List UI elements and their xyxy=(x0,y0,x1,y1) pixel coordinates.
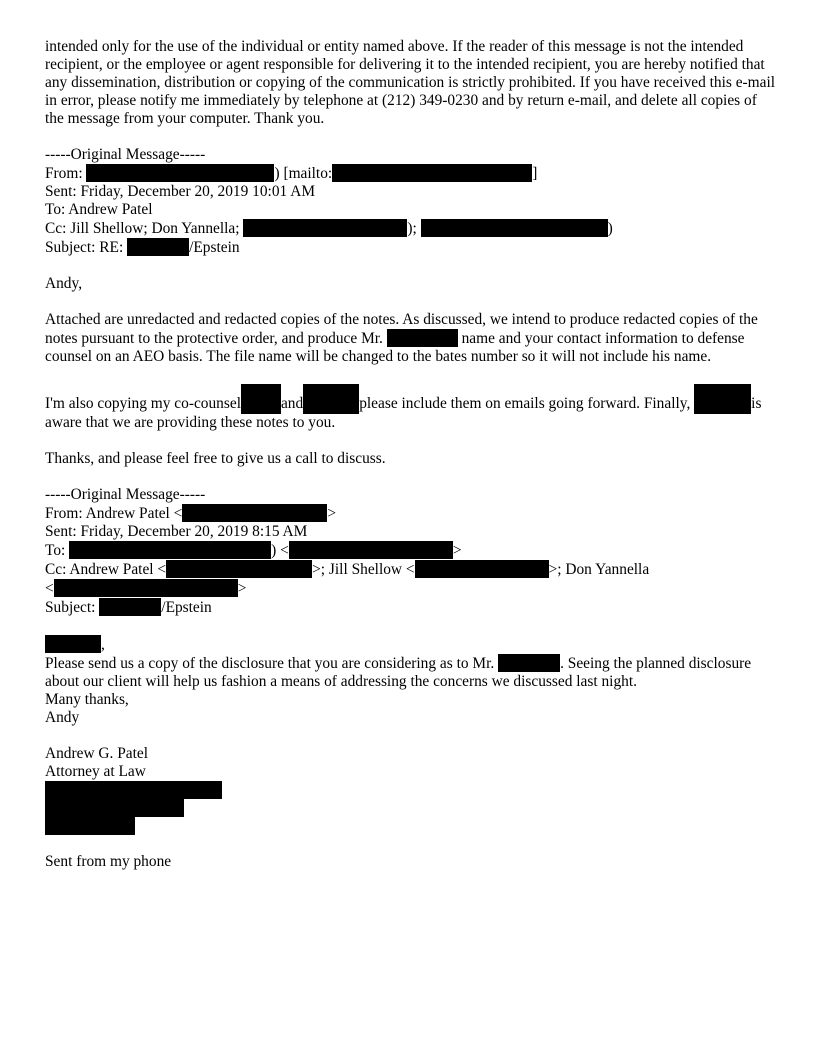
signature-redaction-1 xyxy=(45,781,222,799)
sent-from-phone: Sent from my phone xyxy=(45,853,172,870)
redaction xyxy=(86,164,274,182)
signature-name: Andrew G. Patel xyxy=(45,745,149,762)
redaction xyxy=(54,579,238,597)
separator-2: -----Original Message----- xyxy=(45,486,206,503)
redaction xyxy=(421,219,608,237)
msg2-cc-continued: < > xyxy=(45,580,247,597)
msg1-body-paragraph-3: Thanks, and please feel free to give us a call to discuss. xyxy=(45,450,386,467)
redaction xyxy=(127,238,189,256)
email-document xyxy=(45,38,777,871)
signature-redaction-3 xyxy=(45,817,135,835)
msg1-greeting: Andy, xyxy=(45,275,83,292)
redaction xyxy=(182,504,327,522)
redaction xyxy=(243,219,407,237)
msg2-closing: Many thanks, xyxy=(45,691,129,708)
msg1-sent: Sent: Friday, December 20, 2019 10:01 AM xyxy=(45,183,316,200)
msg1-body-paragraph-2: I'm also copying my co-counsel and please include them on emails going forward. Finally, is aware that we are providing these notes to you. xyxy=(45,384,777,432)
msg2-greeting: , xyxy=(45,635,777,654)
disclaimer-text: intended only for the use of the individual or entity named above. If the reader of this message is not the intended recipient, or the employee or agent responsible for delivering it to the intended recipient, you are hereby notified that any dissemination, distribution or copying of the communication is strictly prohibited. If you have received this e-mail in error, please notify me immediately by telephone at (212) 349-0230 and by return e-mail, and delete all copies of the message from your computer. Thank you. xyxy=(45,38,776,127)
signature-title: Attorney at Law xyxy=(45,763,146,780)
redaction xyxy=(45,635,101,653)
redaction xyxy=(69,541,271,559)
msg2-cc: Cc: Andrew Patel < >; Jill Shellow < >; Don Yannella xyxy=(45,561,650,578)
redaction xyxy=(387,329,458,347)
msg1-from: From: ) [mailto: ] xyxy=(45,165,538,182)
redaction xyxy=(498,654,560,672)
msg2-to: To: ) < > xyxy=(45,542,462,559)
msg1-cc: Cc: Jill Shellow; Don Yannella; ); ) xyxy=(45,220,613,237)
separator-1: -----Original Message----- xyxy=(45,146,206,163)
msg2-sent: Sent: Friday, December 20, 2019 8:15 AM xyxy=(45,523,308,540)
msg2-from: From: Andrew Patel < > xyxy=(45,505,337,522)
msg2-body: Please send us a copy of the disclosure that you are considering as to Mr. . Seeing the planned disclosure about our client will help us fashion a means of addressing the concerns we discussed last night. xyxy=(45,655,752,690)
redaction xyxy=(303,384,359,414)
msg1-to: To: Andrew Patel xyxy=(45,201,153,218)
msg1-subject: Subject: RE: /Epstein xyxy=(45,239,240,256)
redaction xyxy=(415,560,549,578)
signature-redaction-2 xyxy=(45,799,184,817)
msg1-body-paragraph-1: Attached are unredacted and redacted copies of the notes. As discussed, we intend to produce redacted copies of the notes pursuant to the protective order, and produce Mr. name and your contact information to defense counsel on an AEO basis. The file name will be changed to the bates number so it will not include his name. xyxy=(45,311,758,365)
redaction xyxy=(166,560,312,578)
msg2-subject: Subject: /Epstein xyxy=(45,599,212,616)
redaction xyxy=(289,541,453,559)
redaction xyxy=(241,384,281,414)
redaction xyxy=(332,164,532,182)
redaction xyxy=(694,384,751,414)
redaction xyxy=(99,598,161,616)
msg2-signoff: Andy xyxy=(45,709,80,726)
